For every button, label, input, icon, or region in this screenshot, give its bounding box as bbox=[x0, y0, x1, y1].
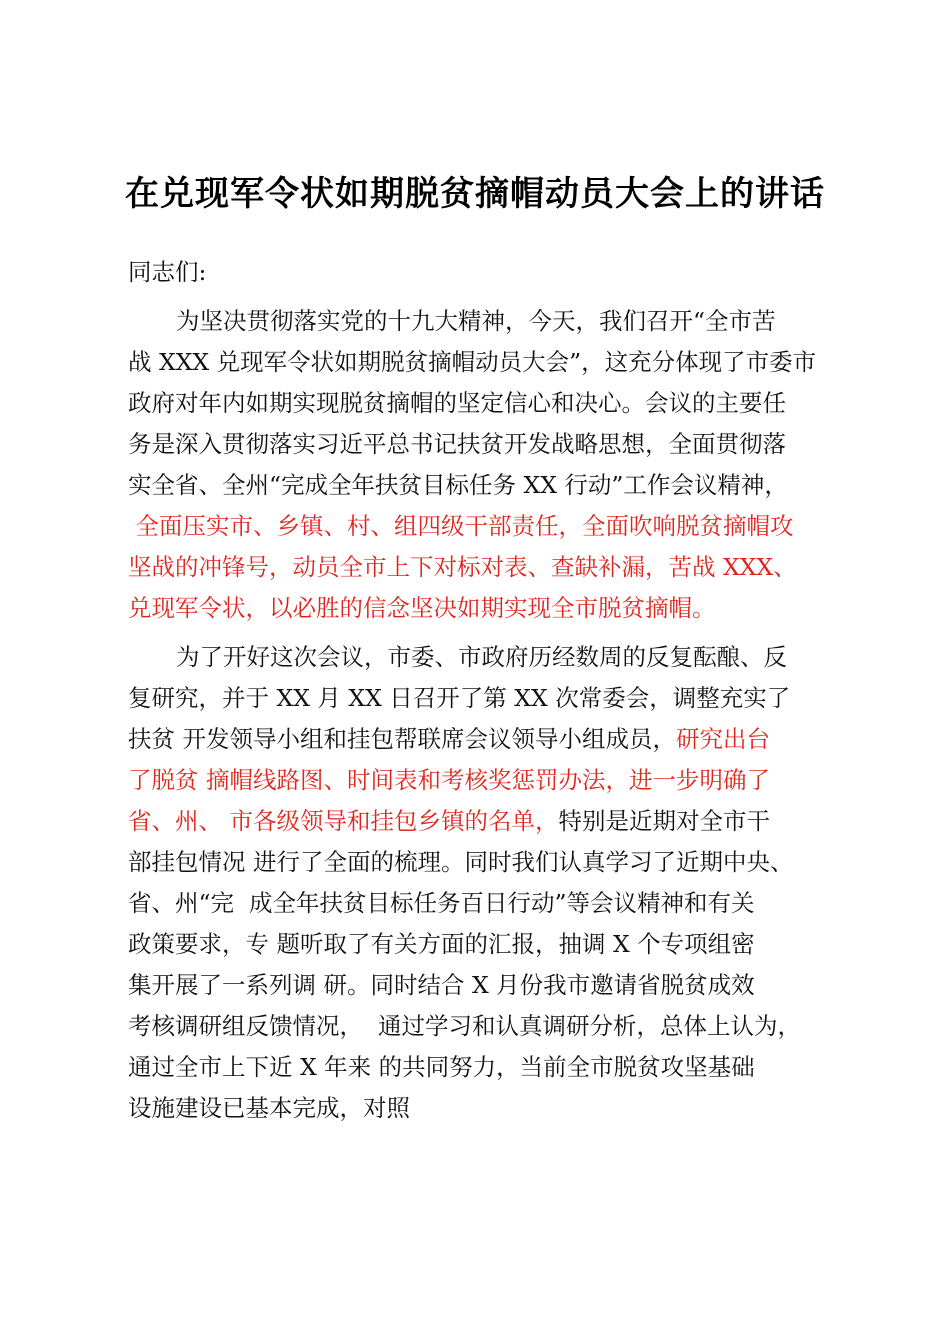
paragraph-line: 复研究，并于 XX 月 XX 日召开了第 XX 次常委会，调整充实了 bbox=[128, 684, 791, 712]
paragraph-line-mixed bbox=[128, 801, 852, 842]
paragraph-line: 集开展了一系列调 研。同时结合 X 月份我市邀请省脱贫成效 bbox=[128, 971, 755, 999]
paragraph-text: 扶贫 开发领导小组和挂包帮联席会议领导小组成员， bbox=[128, 725, 676, 753]
paragraph-line: 为了开好这次会议，市委、市政府历经数周的反复酝酿、反 bbox=[176, 643, 787, 671]
highlighted-line: 兑现军令状，以必胜的信念坚决如期实现全市脱贫摘帽。 bbox=[128, 594, 716, 622]
highlighted-text: 省、州、 市各级领导和挂包乡镇的名单， bbox=[128, 807, 559, 835]
paragraph-line: 务是深入贯彻落实习近平总书记扶贫开发战略思想，全面贯彻落 bbox=[128, 430, 786, 458]
paragraph-text: 特别是近期对全市干 bbox=[558, 807, 770, 835]
highlighted-line: 全面压实市、乡镇、村、组四级干部责任，全面吹响脱贫摘帽攻 bbox=[128, 512, 794, 540]
paragraph-line: 部挂包情况 进行了全面的梳理。同时我们认真学习了近期中央、 bbox=[128, 848, 794, 876]
document-body bbox=[128, 252, 852, 1129]
paragraph-line: 设施建设已基本完成，对照 bbox=[128, 1094, 410, 1122]
paragraph-line: 政府对年内如期实现脱贫摘帽的坚定信心和决心。会议的主要任 bbox=[128, 389, 786, 417]
paragraph-line: 通过全市上下近 X 年来 的共同努力，当前全市脱贫攻坚基础 bbox=[128, 1053, 755, 1081]
document-title: 在兑现军令状如期脱贫摘帽动员大会上的讲话 bbox=[125, 174, 825, 214]
paragraph-line: 实全省、全州“完成全年扶贫目标任务 XX 行动”工作会议精神， bbox=[128, 471, 788, 499]
paragraph-line: 省、州“完 成全年扶贫目标任务百日行动”等会议精神和有关 bbox=[128, 889, 755, 917]
highlighted-line: 了脱贫 摘帽线路图、时间表和考核奖惩罚办法，进一步明确了 bbox=[128, 766, 770, 794]
paragraph-line: 战 XXX 兑现军令状如期脱贫摘帽动员大会”，这充分体现了市委市 bbox=[128, 348, 817, 376]
highlighted-text: 研究出台 bbox=[675, 725, 770, 753]
paragraph-line: 为坚决贯彻落实党的十九大精神，今天，我们召开“全市苦 bbox=[176, 307, 776, 335]
salutation: 同志们: bbox=[128, 258, 207, 286]
paragraph-line: 考核调研组反馈情况， 通过学习和认真调研分析，总体上认为， bbox=[128, 1012, 801, 1040]
paragraph-1 bbox=[128, 301, 852, 629]
paragraph-line-mixed bbox=[128, 719, 852, 760]
paragraph-line: 政策要求，专 题听取了有关方面的汇报，抽调 X 个专项组密 bbox=[128, 930, 755, 958]
highlighted-line: 坚战的冲锋号，动员全市上下对标对表、查缺补漏，苦战 XXX、 bbox=[128, 553, 797, 581]
paragraph-2 bbox=[128, 637, 852, 1129]
